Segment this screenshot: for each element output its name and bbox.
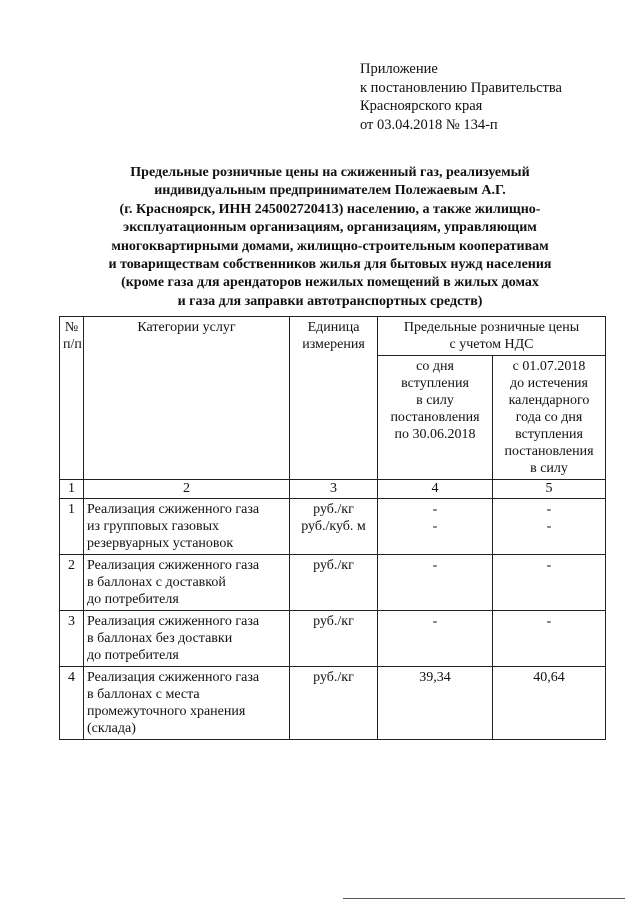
period-2-line: с 01.07.2018 <box>512 359 586 374</box>
header-num-line: п/п <box>63 337 82 352</box>
appendix-line: Приложение <box>360 61 438 77</box>
category-line: до потребителя <box>87 592 179 607</box>
bottom-rule <box>343 898 625 899</box>
period-1-line: вступления <box>401 376 469 391</box>
header-unit <box>290 317 378 480</box>
header-unit-line: измерения <box>302 337 365 352</box>
title-line: индивидуальным предпринимателем Полежаевым А.Г. <box>154 183 506 199</box>
price-value: - <box>546 502 552 517</box>
row-category <box>84 667 290 740</box>
column-number: 2 <box>84 480 290 499</box>
document-title <box>60 164 600 311</box>
row-price-2 <box>493 667 606 740</box>
row-unit <box>290 667 378 740</box>
category-line: в баллонах с места <box>87 687 200 702</box>
row-unit <box>290 611 378 667</box>
title-line: (кроме газа для арендаторов нежилых помещений в жилых домах <box>121 275 539 291</box>
row-price-1 <box>378 667 493 740</box>
unit-line: руб./куб. м <box>301 519 366 534</box>
header-prices <box>378 317 606 356</box>
title-line: и газа для заправки автотранспортных средств) <box>177 293 483 309</box>
row-price-1 <box>378 499 493 555</box>
category-line: промежуточного хранения <box>87 704 246 719</box>
price-value: - <box>432 558 438 573</box>
period-2-line: до истечения <box>510 376 588 391</box>
header-prices-line: с учетом НДС <box>449 337 534 352</box>
category-line: в баллонах с доставкой <box>87 575 226 590</box>
table-row <box>60 667 606 740</box>
row-unit <box>290 555 378 611</box>
price-value: - <box>546 519 552 534</box>
category-line: (склада) <box>87 721 136 736</box>
appendix-line: к постановлению Правительства <box>360 79 562 96</box>
period-2-line: вступления <box>515 427 583 442</box>
period-1-line: постановления <box>390 410 480 425</box>
period-1-line: со дня <box>416 359 454 374</box>
row-num: 2 <box>60 555 84 611</box>
appendix-line: Красноярского края <box>360 98 483 114</box>
title-line: Предельные розничные цены на сжиженный газ, реализуемый <box>130 165 530 180</box>
appendix-line: от 03.04.2018 № 134-п <box>360 116 498 133</box>
period-2-line: года со дня <box>515 410 583 425</box>
price-value: 40,64 <box>533 670 565 685</box>
price-value: - <box>546 558 552 573</box>
column-number: 1 <box>60 480 84 499</box>
period-2-line: в силу <box>530 461 568 476</box>
table-row <box>60 499 606 555</box>
row-price-2 <box>493 555 606 611</box>
header-num-line: № <box>64 320 79 335</box>
row-price-2 <box>493 611 606 667</box>
title-line: (г. Красноярск, ИНН 245002720413) населению, а также жилищно- <box>119 201 541 217</box>
table-row <box>60 555 606 611</box>
row-category <box>84 555 290 611</box>
row-category <box>84 499 290 555</box>
price-value: - <box>432 502 438 517</box>
header-prices-line: Предельные розничные цены <box>403 320 580 335</box>
row-num: 4 <box>60 667 84 740</box>
unit-line: руб./кг <box>313 614 354 629</box>
column-number-row <box>60 480 606 499</box>
category-line: резервуарных установок <box>87 536 234 551</box>
category-line: Реализация сжиженного газа <box>87 670 260 685</box>
row-price-1 <box>378 611 493 667</box>
price-value: - <box>546 614 552 629</box>
row-price-1 <box>378 555 493 611</box>
category-line: до потребителя <box>87 648 179 663</box>
price-value: - <box>432 519 438 534</box>
appendix-block <box>360 60 630 134</box>
period-1-line: в силу <box>416 393 454 408</box>
price-value: 39,34 <box>419 670 451 685</box>
header-num <box>60 317 84 480</box>
header-period-2 <box>493 356 606 480</box>
category-line: Реализация сжиженного газа <box>87 558 260 573</box>
category-line: из групповых газовых <box>87 519 220 534</box>
title-line: многоквартирными домами, жилищно-строительным кооперативам <box>111 238 549 254</box>
row-num: 1 <box>60 499 84 555</box>
category-line: Реализация сжиженного газа <box>87 502 260 517</box>
header-category-line: Категории услуг <box>137 320 236 335</box>
period-2-line: календарного <box>508 393 590 408</box>
header-category <box>84 317 290 480</box>
row-price-2 <box>493 499 606 555</box>
row-num: 3 <box>60 611 84 667</box>
title-line: эксплуатационным организациям, организациям, управляющим <box>123 220 537 236</box>
category-line: Реализация сжиженного газа <box>87 614 260 629</box>
column-number: 5 <box>493 480 606 499</box>
category-line: в баллонах без доставки <box>87 631 233 646</box>
column-number: 3 <box>290 480 378 499</box>
price-table <box>59 316 606 740</box>
row-category <box>84 611 290 667</box>
header-unit-line: Единица <box>307 320 360 335</box>
table-header-row <box>60 317 606 356</box>
price-value: - <box>432 614 438 629</box>
column-number: 4 <box>378 480 493 499</box>
unit-line: руб./кг <box>313 558 354 573</box>
row-unit <box>290 499 378 555</box>
header-period-1 <box>378 356 493 480</box>
unit-line: руб./кг <box>313 670 354 685</box>
period-2-line: постановления <box>504 444 594 459</box>
unit-line: руб./кг <box>313 502 354 517</box>
period-1-line: по 30.06.2018 <box>394 427 476 442</box>
table-row <box>60 611 606 667</box>
title-line: и товариществам собственников жилья для бытовых нужд населения <box>108 257 552 273</box>
